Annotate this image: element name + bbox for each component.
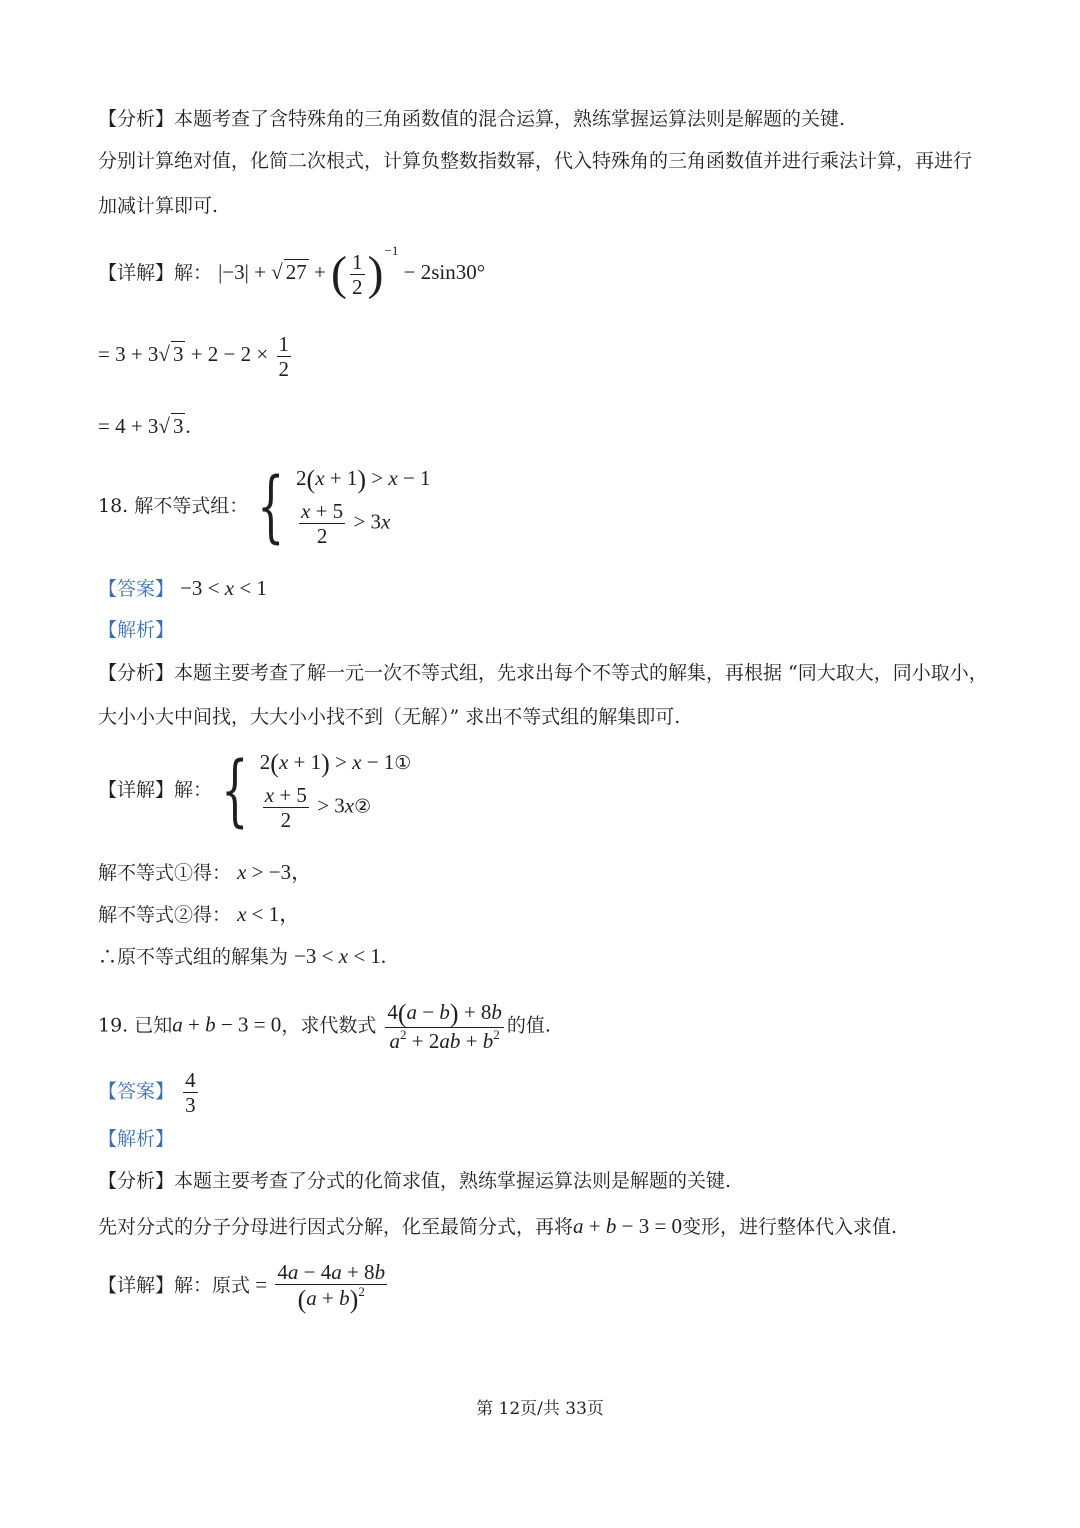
inequality-system [296, 466, 431, 548]
solution-label: 解不等式②得： [98, 904, 232, 926]
detail-prefix: 解： [174, 779, 213, 802]
solution-value: x < 1， [237, 902, 301, 926]
inequality-2: $\frac{x + 5}{2}$ > 3x [301, 499, 391, 549]
question-18: 18. 解不等式组： { 2(x + 1) > x − 1 $\frac{x + 5}{2}$ > 3x [98, 462, 431, 553]
question-number: 18. [98, 495, 129, 518]
analysis-line [98, 1170, 731, 1193]
expression-fraction: $\frac{4(a - b) + 8b}{a^2 + 2ab + b^2}$ [387, 999, 502, 1054]
answer-fraction [183, 1068, 198, 1117]
stem-prefix: 已知 [134, 1014, 173, 1037]
answer-tag: 【答案】 [98, 1080, 175, 1103]
stem-suffix: 的值. [506, 1014, 551, 1037]
method-line-2: 加减计算即可. [98, 195, 219, 217]
answer-numerator: 4 [185, 1068, 196, 1092]
solution-label: 解不等式①得： [98, 862, 232, 884]
mark-2: ② [354, 795, 372, 818]
question-19: 19. 已知a + b − 3 = 0，求代数式 $\frac{4(a - b) + 8b}{a^2 + 2ab + b^2}$ 的值. [98, 999, 551, 1054]
detail-fraction: $\frac{4a - 4a + 8b}{(a + b)^2}$ [277, 1260, 386, 1315]
detail-expression: |−3| + √ 27 + ( $\frac{1}{2}$ )$^{-1}$ − 2sin30° [218, 243, 486, 301]
method-prefix: 先对分式的分子分母进行因式分解，化至最简分式，再将 [98, 1216, 574, 1238]
jiexi-tag: 【解析】 [98, 1128, 175, 1150]
analysis-line-2: 大小小大中间找，大大小小找不到（无解）” 求出不等式组的解集即可. [98, 706, 681, 728]
detail-step-2: = 4 + 3√ 3. [98, 414, 191, 438]
detail-prefix: 解： [174, 262, 213, 284]
answer-denominator: 3 [185, 1093, 196, 1118]
detail-tag: 【详解】 [98, 262, 175, 284]
question-stem: 解不等式组： [134, 495, 249, 518]
inequality-1: 2(x + 1) > x − 1 [296, 465, 431, 495]
answer-line [98, 576, 267, 601]
detail-line [98, 243, 485, 299]
detail-tag: 【详解】 [98, 779, 175, 802]
condition: a [172, 1012, 183, 1037]
analysis-text: 本题主要考查了分式的化简求值，熟练掌握运算法则是解题的关键. [174, 1170, 732, 1192]
stem-middle: ，求代数式 [281, 1014, 377, 1037]
solution-value: x > −3， [237, 860, 313, 884]
detail-step-1: = 3 + 3√ 3 + 2 − 2 × $\frac{1}{2}$ [98, 332, 289, 382]
answer-tag: 【答案】 [98, 578, 175, 600]
analysis-line [98, 108, 845, 131]
question-number: 19. [98, 1014, 129, 1037]
analysis-text: 本题主要考查了解一元一次不等式组，先求出每个不等式的解集，再根据 “同大取大，同小取小， [174, 662, 988, 684]
analysis-line [98, 662, 988, 685]
analysis-text: 本题考查了含特殊角的三角函数值的混合运算，熟练掌握运算法则是解题的关键. [174, 108, 846, 130]
analysis-tag: 【分析】 [98, 662, 175, 684]
detail-line: 【详解】解： { 2(x + 1) > x − 1① $\frac{x + 5}{2}$ > 3x② [98, 746, 412, 837]
analysis-tag: 【分析】 [98, 108, 175, 130]
method-line-1: 分别计算绝对值，化简二次根式，计算负整数指数幂，代入特殊角的三角函数值并进行乘法计算，再进行 [98, 150, 973, 172]
method-line: 先对分式的分子分母进行因式分解，化至最简分式，再将a + b − 3 = 0变形，进行整体代入求值. [98, 1214, 898, 1238]
page-footer: 第 12页/共 33页 [476, 1399, 604, 1419]
detail-prefix: 解：原式 [174, 1274, 251, 1297]
conclusion-value: −3 < x < 1. [294, 944, 387, 968]
answer-value: −3 < x < 1 [180, 576, 267, 600]
method-suffix: 变形，进行整体代入求值. [682, 1216, 898, 1238]
answer-line [98, 1068, 201, 1117]
solution-2 [98, 902, 300, 927]
analysis-tag: 【分析】 [98, 1170, 175, 1192]
jiexi-tag: 【解析】 [98, 619, 175, 641]
solution-1 [98, 860, 312, 885]
conclusion [98, 944, 386, 969]
detail-line: 【详解】解：原式 = $\frac{4a - 4a + 8b}{(a + b)^2}$ [98, 1260, 386, 1315]
conclusion-label: ∴原不等式组的解集为 [98, 946, 289, 968]
detail-tag: 【详解】 [98, 1274, 175, 1297]
mark-1: ① [394, 752, 412, 774]
inequality-system-labeled: 2(x + 1) > x − 1① $\frac{x + 5}{2}$ > 3x② [259, 749, 412, 833]
